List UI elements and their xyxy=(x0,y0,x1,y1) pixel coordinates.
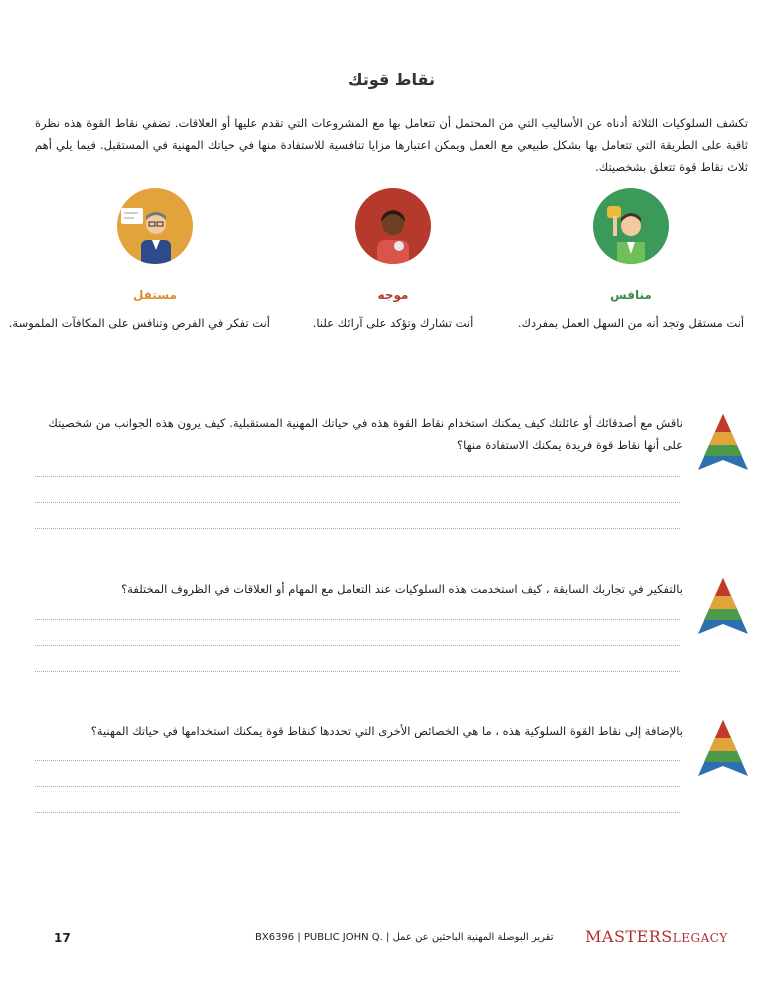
logo-legacy: LEGACY xyxy=(672,931,728,945)
compass-triangle-icon xyxy=(698,414,748,470)
persona-name: موجه xyxy=(377,288,409,302)
question-text: بالإضافة إلى نقاط القوة السلوكية هذه ، ما هي الخصائص الأخرى التي تحددها كنقاط قوة يمكنك استخدامها في حياتك المهنية؟ xyxy=(90,724,683,738)
compass-triangle-icon xyxy=(698,720,748,776)
persona-description: أنت تفكر في الفرص وتنافس على المكافآت الملموسة. xyxy=(8,316,270,330)
persona-description: أنت تشارك وتؤكد على آرائك علنا. xyxy=(312,316,474,330)
answer-line[interactable] xyxy=(35,528,680,529)
page-number: 17 xyxy=(54,931,71,945)
answer-line[interactable] xyxy=(35,619,680,620)
persona-name: مستقل xyxy=(133,288,177,302)
masters-legacy-logo xyxy=(585,927,728,946)
question-text: بالتفكير في تجاربك السابقة ، كيف استخدمت هذه السلوكيات عند التعامل مع المهام أو العلاقات في الظروف المختلفة؟ xyxy=(121,582,683,596)
question-block-2 xyxy=(35,578,748,678)
answer-line[interactable] xyxy=(35,502,680,503)
footer-report-label: BX6396 | PUBLIC JOHN Q. | تقرير البوصلة المهنية الباحثين عن عمل xyxy=(255,932,554,943)
answer-line[interactable] xyxy=(35,812,680,813)
persona-name: منافس xyxy=(610,288,652,302)
director-icon xyxy=(355,188,431,264)
persona-competitor xyxy=(516,188,746,330)
question-text: ناقش مع أصدقائك أو عائلتك كيف يمكنك استخدام نقاط القوة هذه في حياتك المهنية المستقبلية. كيف يرون هذه الجوانب من شخصيتك على أنها نقاط قوة فريدة يمكنك الاستفادة منها؟ xyxy=(48,416,683,452)
logo-masters: MASTERS xyxy=(585,927,673,946)
persona-independent xyxy=(8,188,270,330)
competitor-icon xyxy=(593,188,669,264)
persona-director xyxy=(278,188,508,330)
compass-triangle-icon xyxy=(698,578,748,634)
page-title: نقاط قوتك xyxy=(347,70,436,89)
intro-paragraph: تكشف السلوكيات الثلاثة أدناه عن الأساليب التي من المحتمل أن تتعامل بها مع المشروعات التي تقدم عليها أو العلاقات. تضفي نقاط القوة هذه نظرة ثاقبة على الطريقة التي تتعامل بها بشكل طبيعي مع العمل ويمكن اعتبارها مزايا تنافسية للاستفادة منها في حياتك المهنية في المستقبل. فيما يلي أهم ثلاث نقاط قوة تتعلق بشخصيتك. xyxy=(35,116,748,174)
answer-line[interactable] xyxy=(35,645,680,646)
question-block-3 xyxy=(35,720,748,820)
answer-line[interactable] xyxy=(35,671,680,672)
persona-description: أنت مستقل وتجد أنه من السهل العمل بمفردك. xyxy=(517,316,745,330)
independent-icon xyxy=(117,188,193,264)
answer-line[interactable] xyxy=(35,786,680,787)
answer-line[interactable] xyxy=(35,476,680,477)
question-block-1 xyxy=(35,412,748,537)
answer-line[interactable] xyxy=(35,760,680,761)
